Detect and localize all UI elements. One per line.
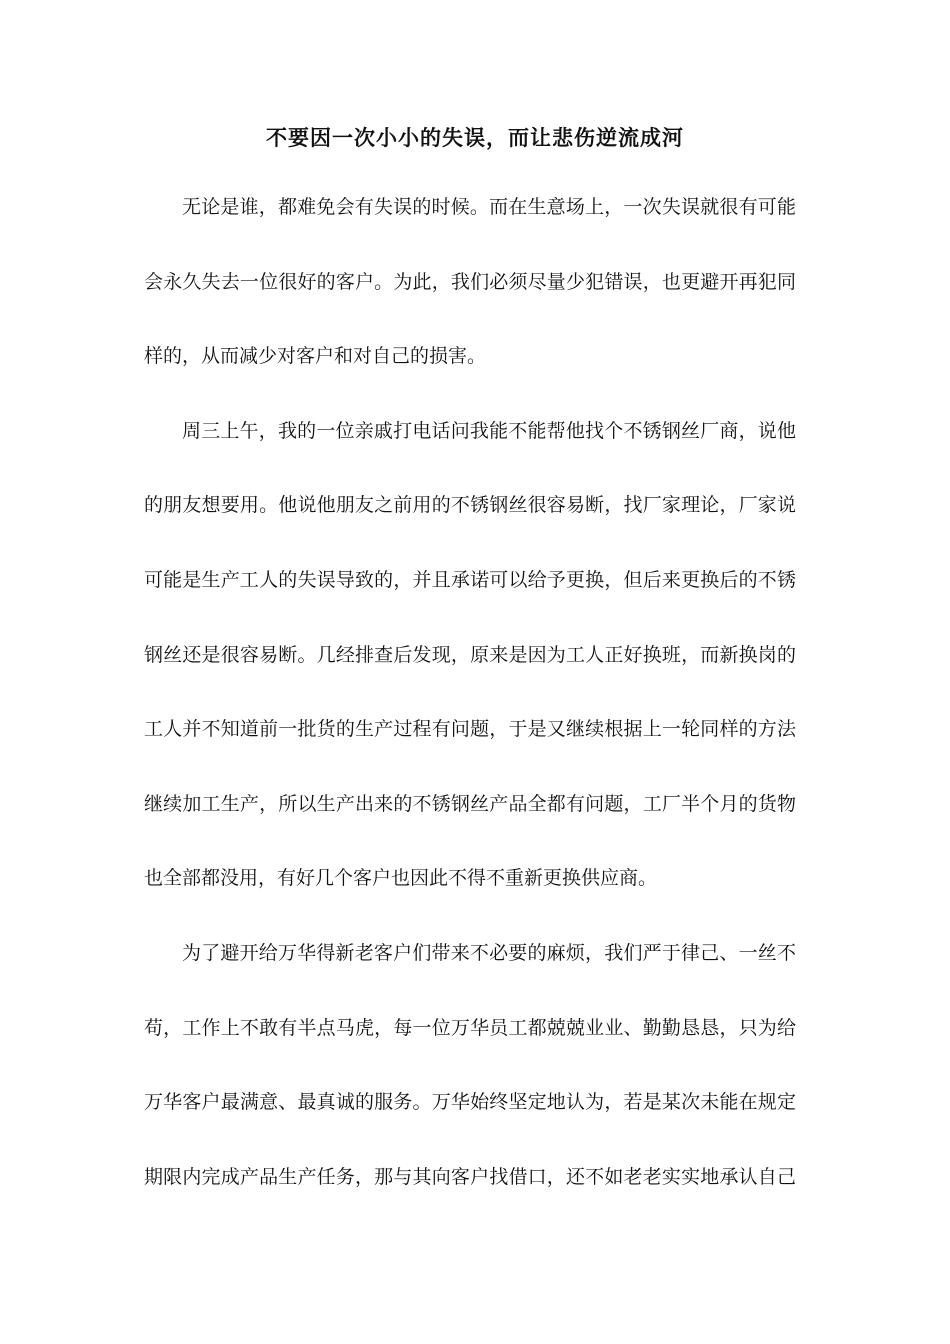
text-line: 可能是生产工人的失误导致的，并且承诺可以给予更换，但后来更换后的不锈 [144, 568, 796, 591]
text-line: 工人并不知道前一批货的生产过程有问题，于是又继续根据上一轮同样的方法 [144, 718, 796, 741]
paragraph-2 [144, 394, 796, 916]
text-line: 会永久失去一位很好的客户。为此，我们必须尽量少犯错误，也更避开再犯同 [144, 270, 796, 293]
text-line: 的朋友想要用。他说他朋友之前用的不锈钢丝很容易断，找厂家理论，厂家说 [144, 494, 796, 517]
text-line: 无论是谁，都难免会有失误的时候。而在生意场上，一次失误就很有可能 [182, 196, 796, 218]
paragraph-3 [144, 916, 796, 1214]
paragraph-1 [144, 170, 796, 394]
text-line: 为了避开给万华得新老客户们带来不必要的麻烦，我们严于律己、一丝不 [182, 941, 796, 964]
document-title: 不要因一次小小的失误，而让悲伤逆流成河 [266, 125, 684, 150]
text-line: 钢丝还是很容易断。几经排查后发现，原来是因为工人正好换班，而新换岗的 [144, 643, 796, 666]
text-line: 周三上午，我的一位亲戚打电话问我能不能帮他找个不锈钢丝厂商，说他 [182, 419, 796, 442]
text-line: 样的，从而减少对客户和对自己的损害。 [144, 345, 487, 368]
text-line: 也全部都没用，有好几个客户也因此不得不重新更换供应商。 [144, 867, 658, 890]
document-body [144, 170, 796, 1214]
text-line: 苟，工作上不敢有半点马虎，每一位万华员工都兢兢业业、勤勤恳恳，只为给 [144, 1016, 796, 1039]
text-line: 继续加工生产，所以生产出来的不锈钢丝产品全都有问题，工厂半个月的货物 [144, 792, 796, 815]
text-line: 期限内完成产品生产任务，那与其向客户找借口，还不如老老实实地承认自己 [144, 1165, 796, 1188]
text-line: 万华客户最满意、最真诚的服务。万华始终坚定地认为，若是某次未能在规定 [144, 1091, 796, 1114]
